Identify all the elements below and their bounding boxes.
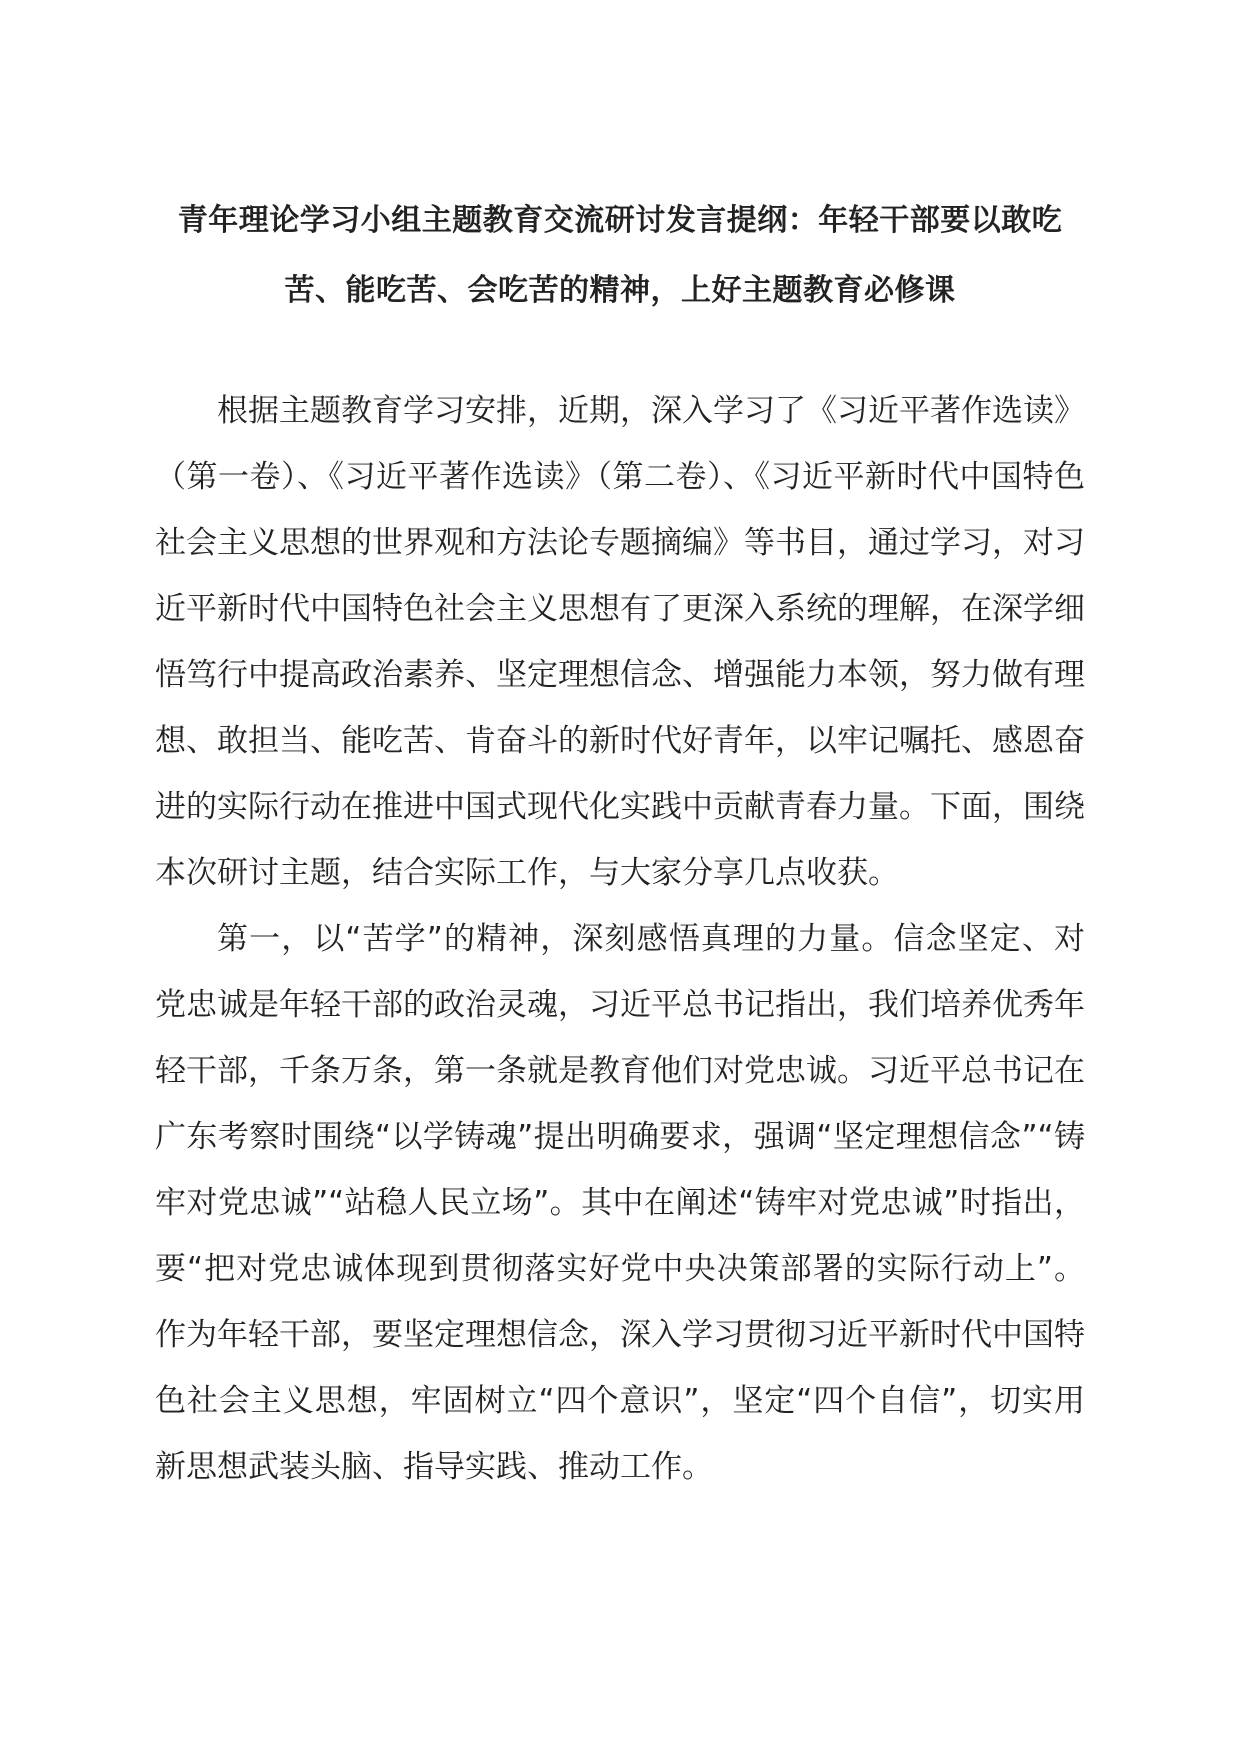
document-title: 青年理论学习小组主题教育交流研讨发言提纲：年轻干部要以敢吃苦、能吃苦、会吃苦的精神，上好主题教育必修课 <box>177 203 1063 308</box>
document-body <box>155 378 1085 1500</box>
paragraph-first-point: 第一，以“苦学”的精神，深刻感悟真理的力量。信念坚定、对党忠诚是年轻干部的政治灵魂，习近平总书记指出，我们培养优秀年轻干部，千条万条，第一条就是教育他们对党忠诚。习近平总书记在广东考察时围绕“以学铸魂”提出明确要求，强调“坚定理想信念”“铸牢对党忠诚”“站稳人民立场”。其中在阐述“铸牢对党忠诚”时指出，要“把对党忠诚体现到贯彻落实好党中央决策部署的实际行动上”。作为年轻干部，要坚定理想信念，深入学习贯彻习近平新时代中国特色社会主义思想，牢固树立“四个意识”，坚定“四个自信”，切实用新思想武装头脑、指导实践、推动工作。 <box>155 921 1085 1485</box>
paragraph-intro: 根据主题教育学习安排，近期，深入学习了《习近平著作选读》（第一卷）、《习近平著作选读》（第二卷）、《习近平新时代中国特色社会主义思想的世界观和方法论专题摘编》等书目，通过学习，对习近平新时代中国特色社会主义思想有了更深入系统的理解，在深学细悟笃行中提高政治素养、坚定理想信念、增强能力本领，努力做有理想、敢担当、能吃苦、肯奋斗的新时代好青年，以牢记嘱托、感恩奋进的实际行动在推进中国式现代化实践中贡献青春力量。下面，围绕本次研讨主题，结合实际工作，与大家分享几点收获。 <box>155 393 1085 891</box>
